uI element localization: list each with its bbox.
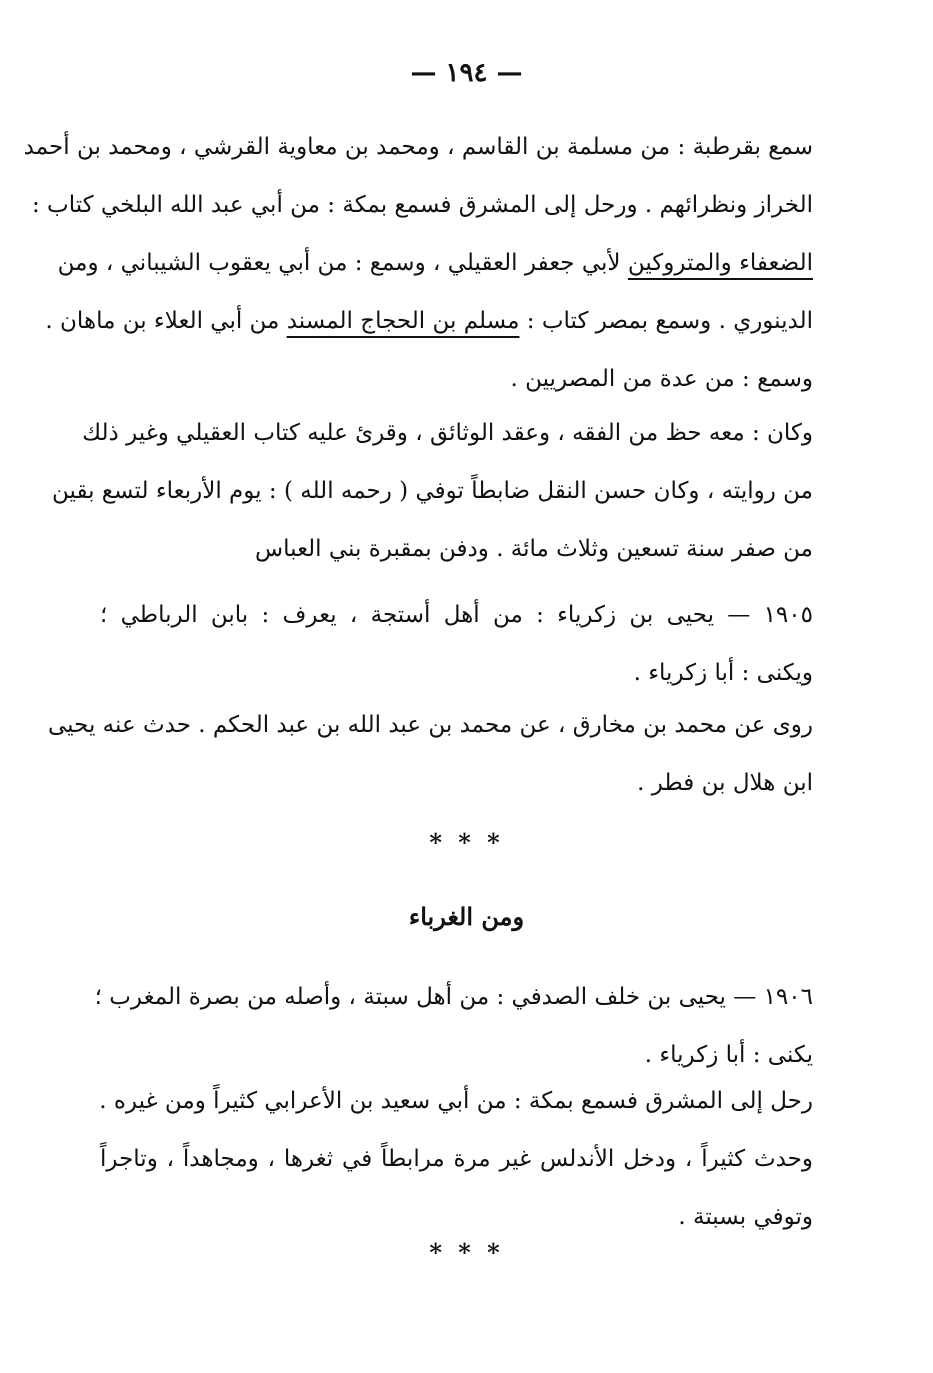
underlined-book-title: الضعفاء والمتروكين bbox=[627, 250, 813, 276]
entry-1905 bbox=[100, 586, 813, 702]
text-fragment: من أبي العلاء بن ماهان . bbox=[45, 308, 287, 334]
paragraph-wa-kana bbox=[52, 404, 813, 578]
page-number: — ١٩٤ — bbox=[410, 58, 523, 88]
paragraph-rahala bbox=[100, 1072, 813, 1246]
text-line: يكنى : أبا زكرياء . bbox=[644, 1042, 813, 1068]
section-heading: ومن الغرباء bbox=[408, 902, 525, 931]
text-line: من روايته ، وكان حسن النقل ضابطاً توفي ( رحمه الله ) : يوم الأربعاء لتسع بقين bbox=[52, 478, 813, 504]
text-line: رحل إلى المشرق فسمع بمكة : من أبي سعيد بن الأعرابي كثيراً ومن غيره . bbox=[99, 1088, 813, 1114]
entry-title-line: ١٩٠٦ — يحيى بن خلف الصدفي : من أهل سبتة ، وأصله من بصرة المغرب ؛ bbox=[94, 984, 813, 1010]
underlined-book-title: مسلم بن الحجاج المسند bbox=[286, 308, 520, 334]
separator-stars: * * * bbox=[429, 1238, 504, 1267]
entry-1906 bbox=[94, 968, 813, 1084]
text-line bbox=[45, 292, 813, 350]
paragraph-sama-qurtuba bbox=[23, 118, 813, 408]
text-line: وكان : معه حظ من الفقه ، وعقد الوثائق ، وقرئ عليه كتاب العقيلي وغير ذلك bbox=[82, 420, 813, 446]
text-line: من صفر سنة تسعين وثلاث مائة . ودفن بمقبرة بني العباس bbox=[255, 536, 813, 562]
text-line: وحدث كثيراً ، ودخل الأندلس غير مرة مرابطاً في ثغرها ، ومجاهداً ، وتاجراً bbox=[100, 1146, 813, 1172]
text-fragment: الدينوري . وسمع بمصر كتاب : bbox=[519, 308, 813, 334]
text-line: سمع بقرطبة : من مسلمة بن القاسم ، ومحمد بن معاوية القرشي ، ومحمد بن أحمد bbox=[23, 134, 813, 160]
entry-title-line: ١٩٠٥ — يحيى بن زكرياء : من أهل أستجة ، يعرف : بابن الرباطي ؛ bbox=[100, 602, 813, 628]
text-line: روى عن محمد بن مخارق ، عن محمد بن عبد الله بن عبد الحكم . حدث عنه يحيى bbox=[48, 712, 813, 738]
text-fragment: لأبي جعفر العقيلي ، وسمع : من أبي يعقوب الشيباني ، ومن bbox=[57, 250, 628, 276]
paragraph-rawa bbox=[48, 696, 813, 812]
text-line: ويكنى : أبا زكرياء . bbox=[633, 660, 813, 686]
separator-stars: * * * bbox=[429, 828, 504, 857]
text-line: وسمع : من عدة من المصريين . bbox=[510, 366, 813, 392]
text-line: ابن هلال بن فطر . bbox=[637, 770, 813, 796]
text-line: الخراز ونظرائهم . ورحل إلى المشرق فسمع بمكة : من أبي عبد الله البلخي كتاب : bbox=[31, 192, 813, 218]
text-line: وتوفي بسبتة . bbox=[678, 1204, 813, 1230]
text-line bbox=[57, 234, 813, 292]
